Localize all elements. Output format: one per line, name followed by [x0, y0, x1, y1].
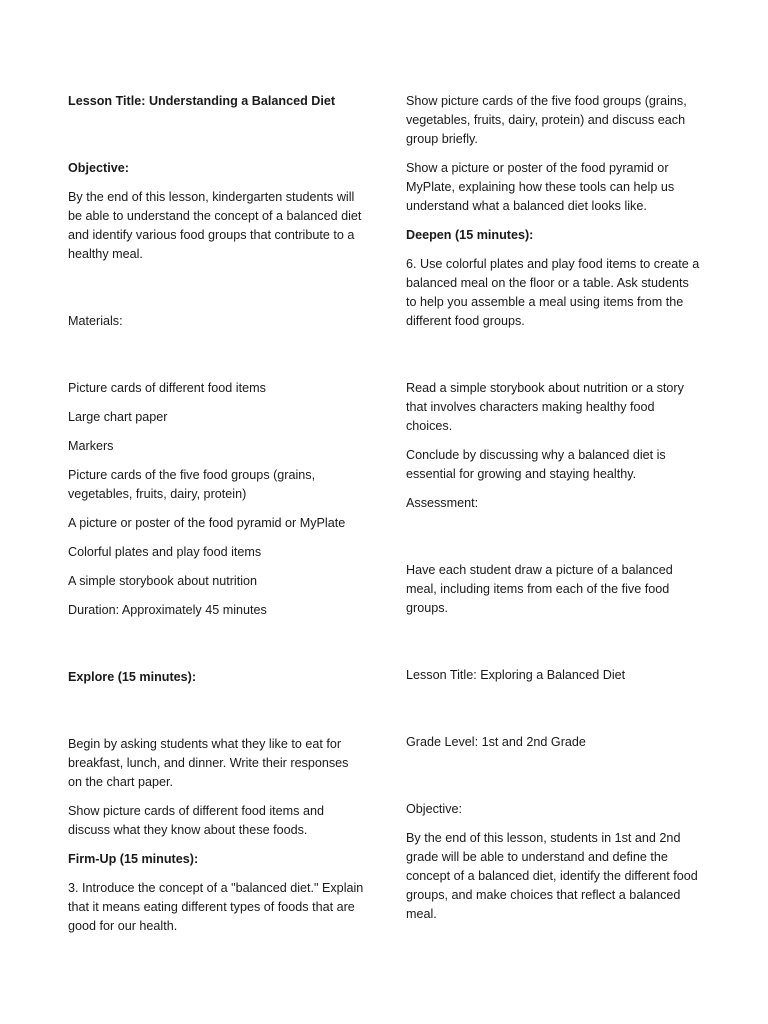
- lesson2-title: Lesson Title: Exploring a Balanced Diet: [406, 668, 626, 682]
- materials-item: Colorful plates and play food items: [68, 545, 262, 559]
- objective2-text: By the end of this lesson, students in 1st and 2nd grade will be able to understand and define the concept of a balanced diet, identify the different food groups, and make choices that reflect a balanced meal.: [406, 831, 698, 921]
- firmup-heading: Firm-Up (15 minutes):: [68, 852, 199, 866]
- deepen-heading: Deepen (15 minutes):: [406, 228, 534, 242]
- deepen-paragraph: 6. Use colorful plates and play food items to create a balanced meal on the floor or a table. Ask students to help you assemble a meal using items from the different food groups.: [406, 257, 700, 328]
- materials-heading: Materials:: [68, 314, 123, 328]
- objective-heading: Objective:: [68, 161, 129, 175]
- firmup-paragraph: 3. Introduce the concept of a "balanced diet." Explain that it means eating different types of foods that are good for our health.: [68, 881, 364, 933]
- explore-paragraph: Show picture cards of different food items and discuss what they know about these foods.: [68, 804, 324, 837]
- lesson-title: Lesson Title: Understanding a Balanced Diet: [68, 94, 336, 108]
- materials-item: A simple storybook about nutrition: [68, 574, 258, 588]
- materials-item: Large chart paper: [68, 410, 168, 424]
- firmup-paragraph: Show a picture or poster of the food pyramid or MyPlate, explaining how these tools can help us understand what a balanced diet looks like.: [406, 161, 675, 213]
- explore-heading: Explore (15 minutes):: [68, 670, 197, 684]
- left-column: [68, 92, 364, 946]
- deepen-paragraph: Read a simple storybook about nutrition or a story that involves characters making healthy food choices.: [406, 381, 684, 433]
- grade-level: Grade Level: 1st and 2nd Grade: [406, 735, 586, 749]
- materials-item: Picture cards of different food items: [68, 381, 266, 395]
- assessment-heading: Assessment:: [406, 496, 479, 510]
- deepen-paragraph: Conclude by discussing why a balanced diet is essential for growing and staying healthy.: [406, 448, 666, 481]
- firmup-paragraph: Show picture cards of the five food groups (grains, vegetables, fruits, dairy, protein) and discuss each group briefly.: [406, 94, 687, 146]
- materials-item: Markers: [68, 439, 114, 453]
- materials-item: A picture or poster of the food pyramid or MyPlate: [68, 516, 346, 530]
- duration-text: Duration: Approximately 45 minutes: [68, 603, 267, 617]
- objective2-heading: Objective:: [406, 802, 462, 816]
- assessment-text: Have each student draw a picture of a balanced meal, including items from each of the five food groups.: [406, 563, 673, 615]
- materials-item: Picture cards of the five food groups (grains, vegetables, fruits, dairy, protein): [68, 468, 316, 501]
- right-column: [406, 92, 702, 934]
- explore-paragraph: Begin by asking students what they like to eat for breakfast, lunch, and dinner. Write their responses on the chart paper.: [68, 737, 349, 789]
- objective-text: By the end of this lesson, kindergarten students will be able to understand the concept of a balanced diet and identify various food groups that contribute to a healthy meal.: [68, 190, 362, 261]
